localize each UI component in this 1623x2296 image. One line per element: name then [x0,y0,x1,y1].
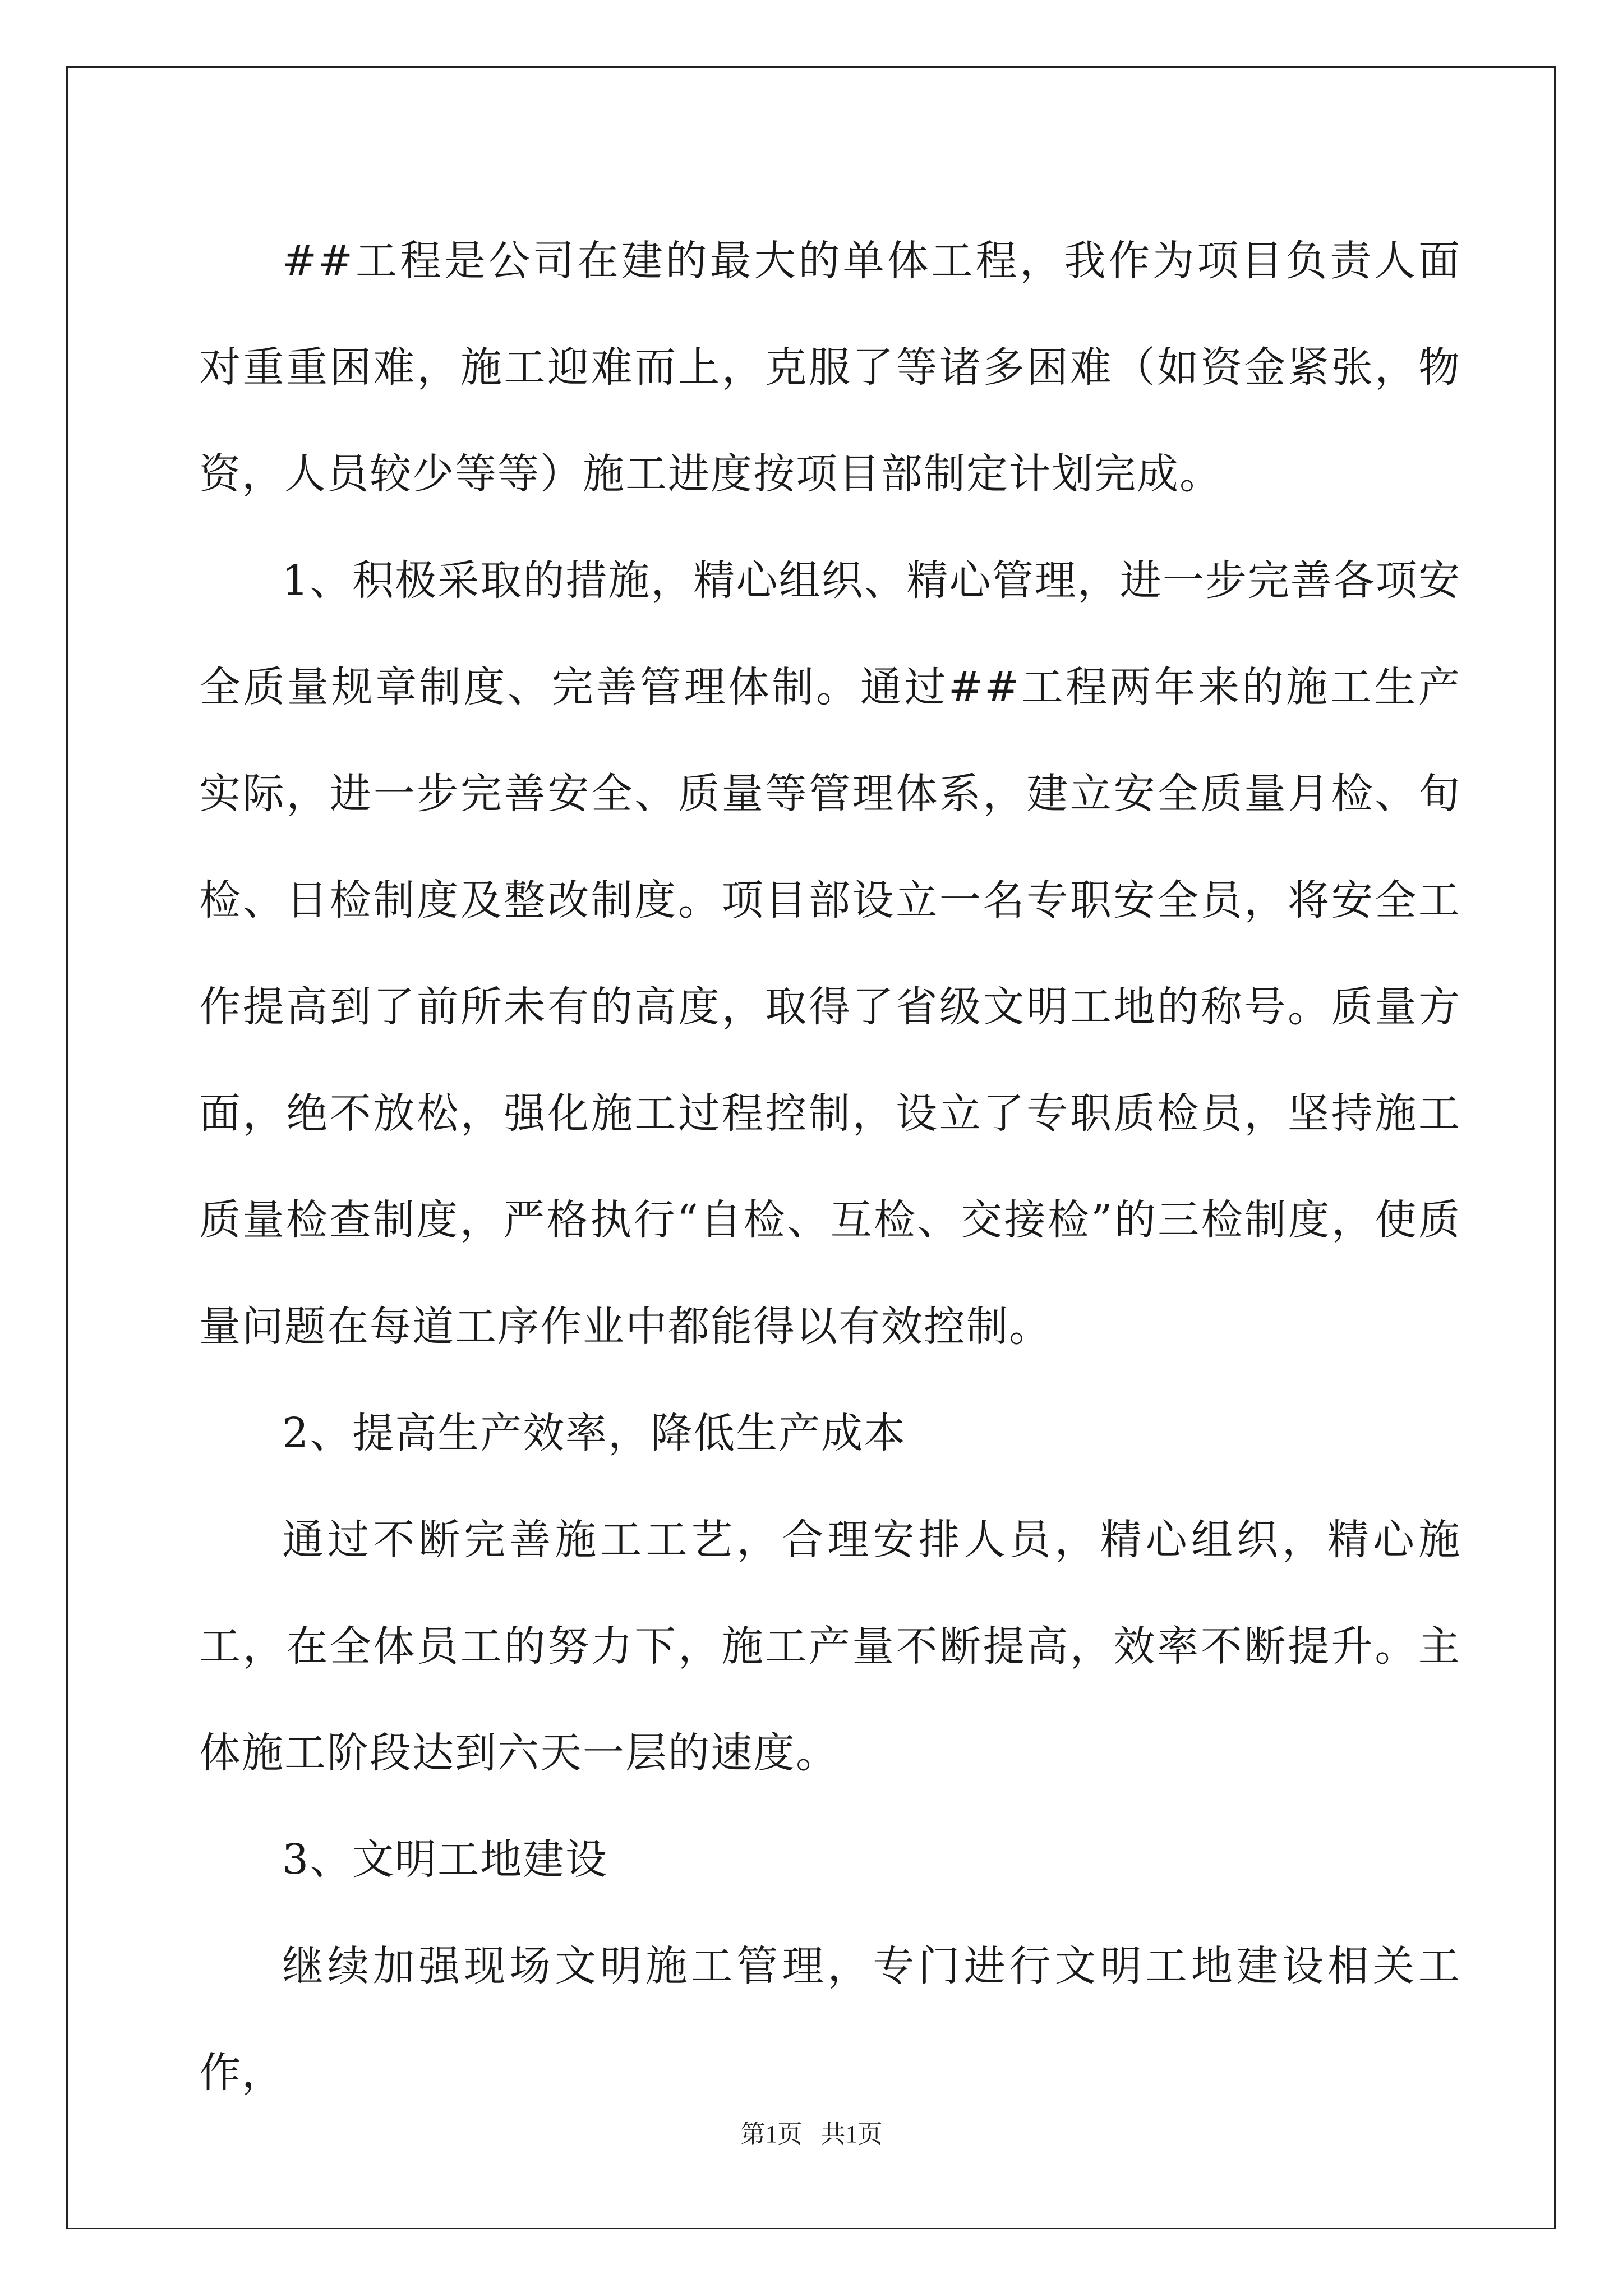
page-number: 第1页 [740,2120,803,2148]
page-total: 共1页 [820,2120,883,2148]
document-body [199,208,1461,2126]
paragraph-measures: 1、积极采取的措施，精心组织、精心管理，进一步完善各项安全质量规章制度、完善管理体制。通过##工程两年来的施工生产实际，进一步完善安全、质量等管理体系，建立安全质量月检、旬检、日检制度及整改制度。项目部设立一名专职安全员，将安全工作提高到了前所未有的高度，取得了省级文明工地的称号。质量方面，绝不放松，强化施工过程控制，设立了专职质检员，坚持施工质量检查制度，严格执行“自检、互检、交接检”的三检制度，使质量问题在每道工序作业中都能得以有效控制。 [199,556,1461,1351]
paragraph-civilized-site: 继续加强现场文明施工管理，专门进行文明工地建设相关工作， [199,1942,1461,2097]
heading-efficiency: 2、提高生产效率，降低生产成本 [282,1409,907,1457]
heading-civilized-site: 3、文明工地建设 [282,1835,608,1884]
paragraph-intro: ##工程是公司在建的最大的单体工程，我作为项目负责人面对重重困难，施工迎难而上，克服了等诸多困难（如资金紧张，物资，人员较少等等）施工进度按项目部制定计划完成。 [199,237,1461,498]
paragraph-efficiency: 通过不断完善施工工艺，合理安排人员，精心组织，精心施工，在全体员工的努力下，施工产量不断提高，效率不断提升。主体施工阶段达到六天一层的速度。 [199,1516,1461,1777]
page-footer [0,2118,1623,2151]
